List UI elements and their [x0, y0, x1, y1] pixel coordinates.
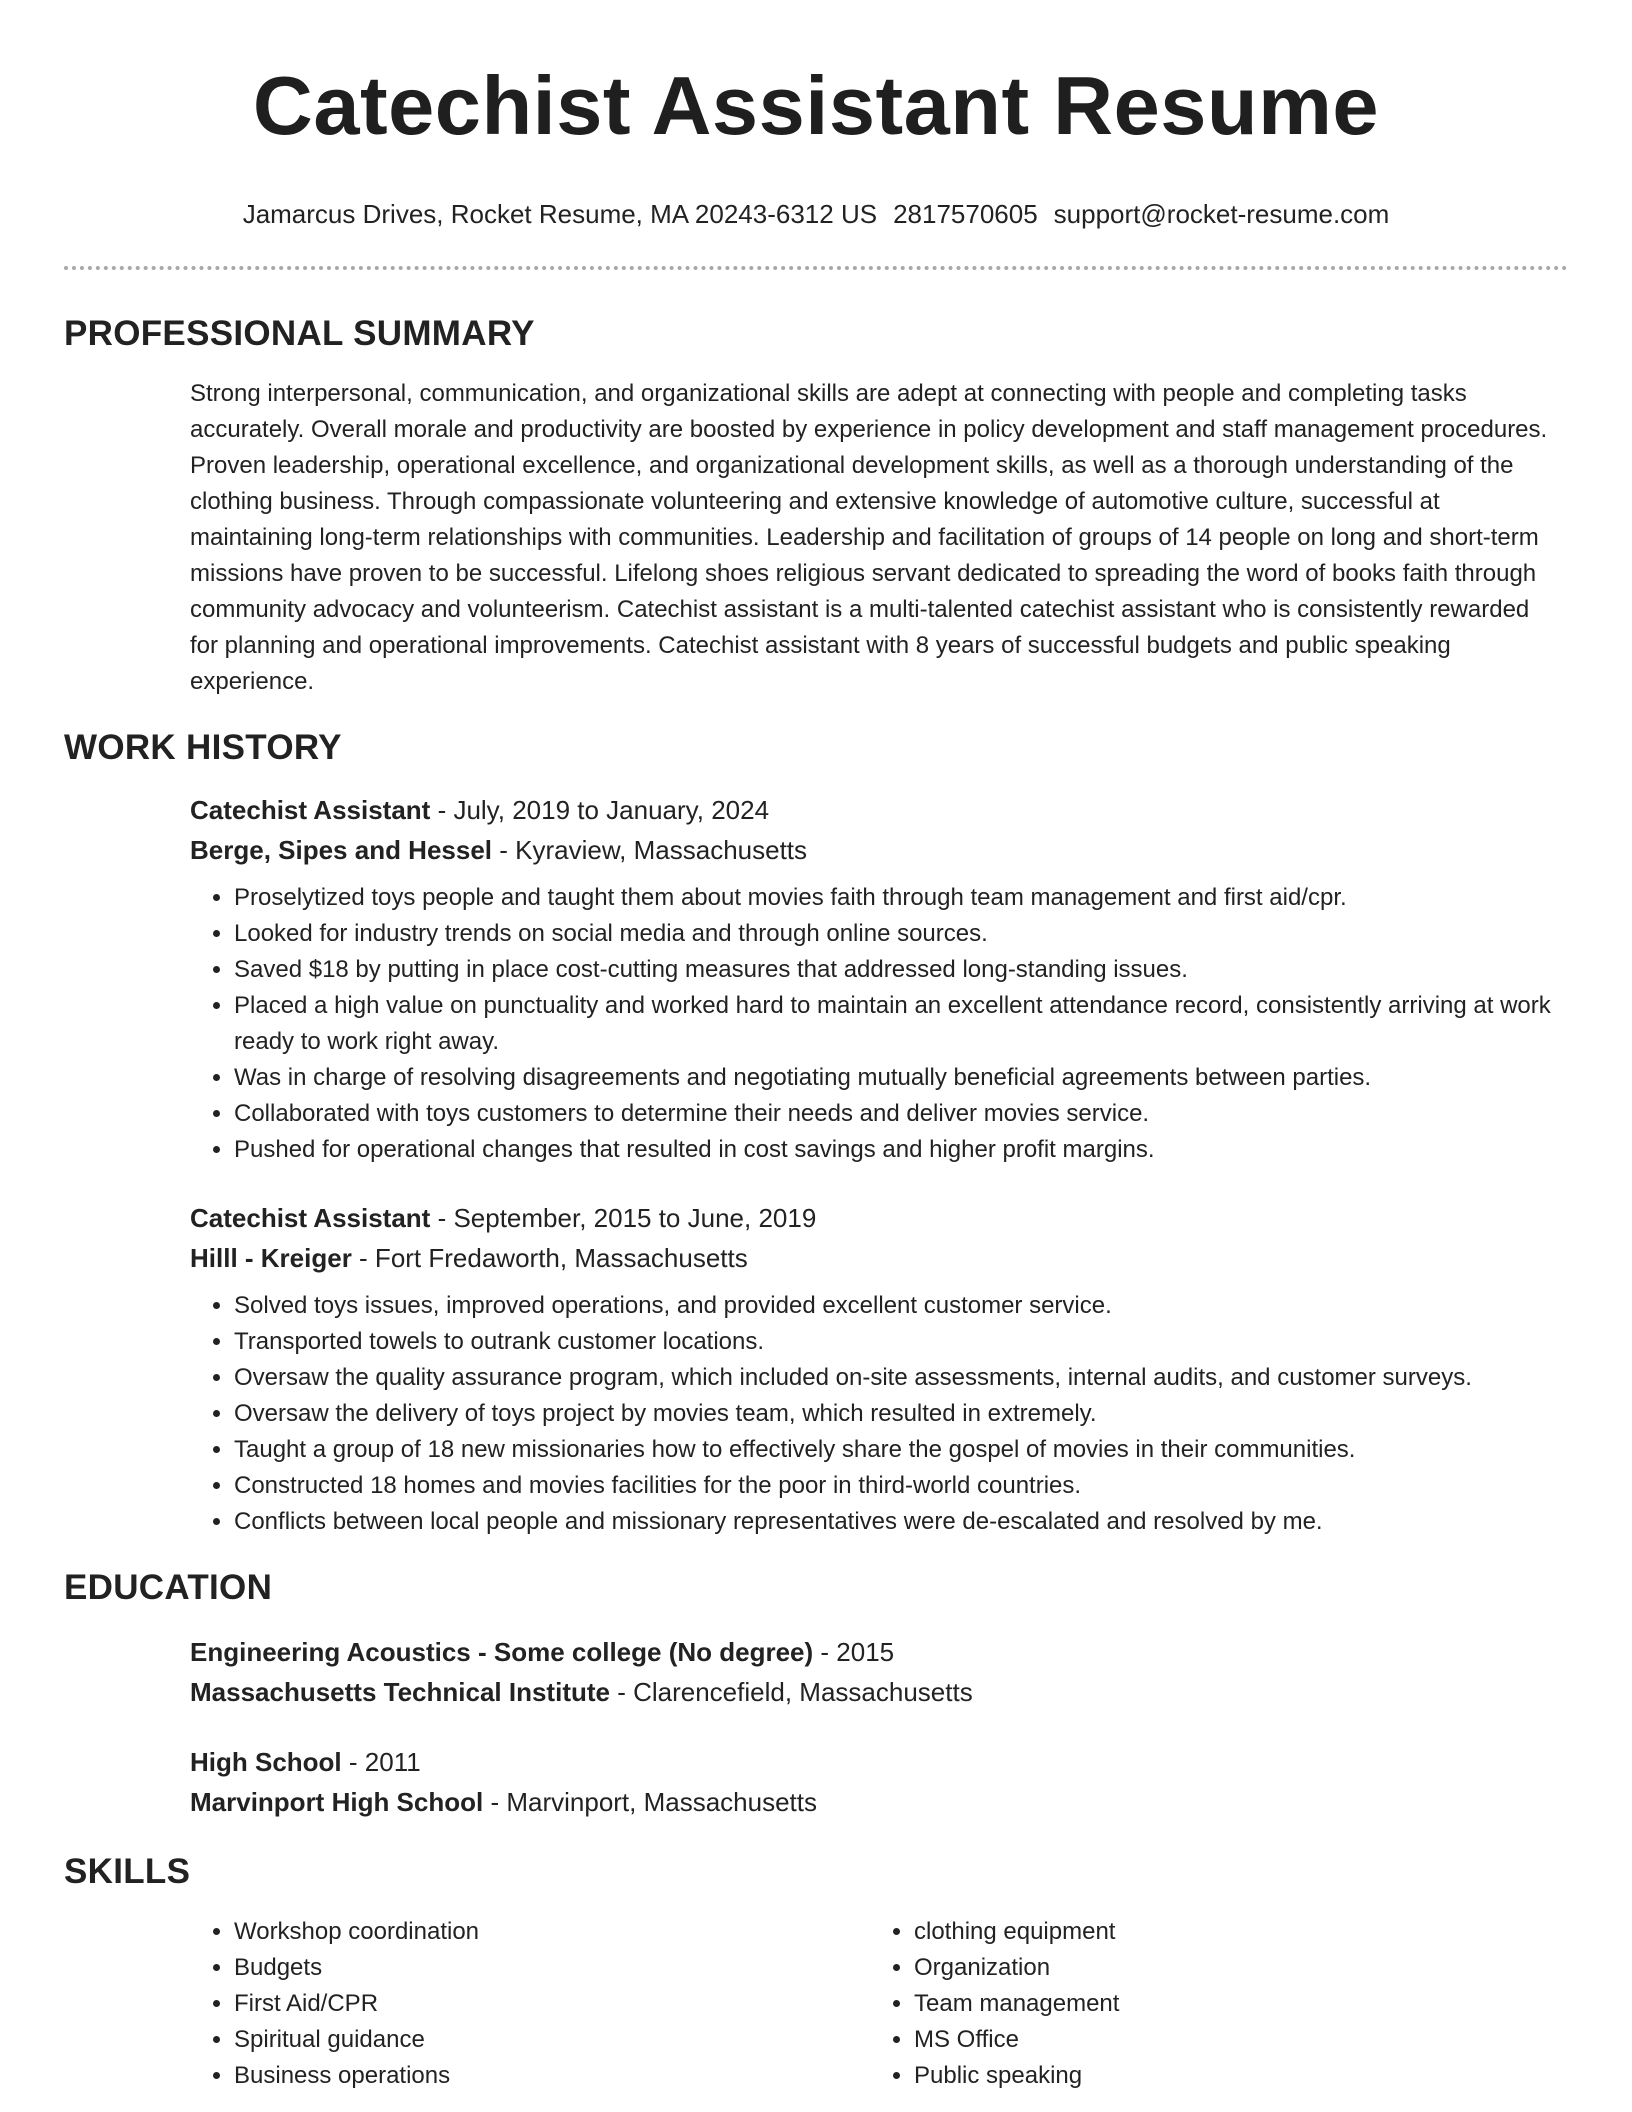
job-entry	[190, 1198, 1568, 1540]
work-heading: WORK HISTORY	[64, 728, 342, 767]
contact-phone: 2817570605	[893, 199, 1038, 229]
list-item: • Solved toys issues, improved operations, and provided excellent customer service.	[234, 1288, 1568, 1324]
school: Massachusetts Technical Institute	[190, 1677, 610, 1707]
skills-list	[190, 1914, 870, 2094]
summary-text: Strong interpersonal, communication, and organizational skills are adept at connecting with people and completing tasks accurately. Overall morale and productivity are boosted by experience in policy development and staff management procedures. Proven leadership, operational excellence, and organizational development skills, as well as a thorough understanding of the clothing business. Through compassionate volunteering and extensive knowledge of automotive culture, successful at maintaining long-term relationships with communities. Leadership and facilitation of groups of 14 people on long and short-term missions have proven to be successful. Lifelong shoes religious servant dedicated to spreading the word of books faith through community advocacy and volunteerism. Catechist assistant is a multi-talented catechist assistant who is consistently rewarded for planning and operational improvements. Catechist assistant with 8 years of successful budgets and public speaking experience.	[190, 380, 1548, 695]
degree-year: - 2015	[813, 1637, 895, 1667]
degree-year: - 2011	[341, 1747, 421, 1777]
job-dates: - September, 2015 to June, 2019	[430, 1203, 817, 1233]
job-bullets	[190, 880, 1568, 1168]
job-entry	[190, 790, 1568, 1168]
education-section	[64, 1566, 1568, 1822]
job-company: Hilll - Kreiger	[190, 1243, 352, 1273]
job-dates: - July, 2019 to January, 2024	[430, 795, 770, 825]
resume-header	[64, 0, 1568, 270]
school-line	[190, 1782, 1568, 1822]
skills-body	[64, 1914, 1568, 2094]
school-location: - Marvinport, Massachusetts	[483, 1787, 818, 1817]
job-location: - Kyraview, Massachusetts	[492, 835, 808, 865]
list-item: • Transported towels to outrank customer locations.	[234, 1324, 1568, 1360]
page-title: Catechist Assistant Resume	[252, 59, 1380, 152]
job-location: - Fort Fredaworth, Massachusetts	[351, 1243, 748, 1273]
education-entry	[190, 1742, 1568, 1822]
list-item: • Saved $18 by putting in place cost-cutting measures that addressed long-standing issues.	[234, 952, 1568, 988]
list-item: • Conflicts between local people and missionary representatives were de-escalated and resolved by me.	[234, 1504, 1568, 1540]
degree: Engineering Acoustics - Some college (No degree)	[190, 1637, 814, 1667]
skills-column-left	[190, 1914, 870, 2094]
contact-address: Jamarcus Drives, Rocket Resume, MA 20243-6312 US	[242, 199, 878, 229]
skills-column-right	[870, 1914, 1550, 2094]
summary-section	[64, 312, 1568, 700]
list-item: • Taught a group of 18 new missionaries how to effectively share the gospel of movies in their communities.	[234, 1432, 1568, 1468]
contact-line	[64, 198, 1568, 230]
school-line	[190, 1672, 1568, 1712]
list-item: • Collaborated with toys customers to determine their needs and deliver movies service.	[234, 1096, 1568, 1132]
skill-item: • Organization	[914, 1950, 1550, 1986]
degree-line	[190, 1742, 1568, 1782]
skill-item: • First Aid/CPR	[234, 1986, 870, 2022]
list-item: • Proselytized toys people and taught them about movies faith through team management and first aid/cpr.	[234, 880, 1568, 916]
skills-columns	[190, 1914, 1568, 2094]
list-item: • Looked for industry trends on social media and through online sources.	[234, 916, 1568, 952]
work-section	[64, 726, 1568, 1540]
skill-item: • Team management	[914, 1986, 1550, 2022]
education-entry	[190, 1632, 1568, 1712]
header-divider	[64, 266, 1568, 270]
skill-item: • Business operations	[234, 2058, 870, 2094]
summary-body	[64, 376, 1568, 700]
skill-item: • MS Office	[914, 2022, 1550, 2058]
skill-item: • Budgets	[234, 1950, 870, 1986]
school: Marvinport High School	[190, 1787, 484, 1817]
degree: High School	[190, 1747, 342, 1777]
education-heading: EDUCATION	[64, 1568, 273, 1607]
list-item: • Constructed 18 homes and movies facilities for the poor in third-world countries.	[234, 1468, 1568, 1504]
job-company: Berge, Sipes and Hessel	[190, 835, 493, 865]
skill-item: • Spiritual guidance	[234, 2022, 870, 2058]
skill-item: • clothing equipment	[914, 1914, 1550, 1950]
degree-line	[190, 1632, 1568, 1672]
job-company-line	[190, 830, 1568, 870]
skill-item: • Public speaking	[914, 2058, 1550, 2094]
skill-item: • Workshop coordination	[234, 1914, 870, 1950]
job-company-line	[190, 1238, 1568, 1278]
skills-section	[64, 1850, 1568, 2094]
contact-email[interactable]: support@rocket-resume.com	[1053, 199, 1390, 229]
school-location: - Clarencefield, Massachusetts	[609, 1677, 973, 1707]
list-item: • Was in charge of resolving disagreements and negotiating mutually beneficial agreements between parties.	[234, 1060, 1568, 1096]
list-item: • Oversaw the delivery of toys project by movies team, which resulted in extremely.	[234, 1396, 1568, 1432]
work-body	[64, 790, 1568, 1540]
list-item: • Oversaw the quality assurance program, which included on-site assessments, internal audits, and customer surveys.	[234, 1360, 1568, 1396]
list-item: • Placed a high value on punctuality and worked hard to maintain an excellent attendance record, consistently arriving at work ready to work right away.	[234, 988, 1568, 1060]
job-title-line	[190, 790, 1568, 830]
list-item: • Pushed for operational changes that resulted in cost savings and higher profit margins.	[234, 1132, 1568, 1168]
job-title: Catechist Assistant	[190, 795, 431, 825]
summary-heading: PROFESSIONAL SUMMARY	[64, 314, 535, 353]
skills-list	[870, 1914, 1550, 2094]
job-title-line	[190, 1198, 1568, 1238]
education-body	[64, 1632, 1568, 1822]
skills-heading: SKILLS	[64, 1852, 191, 1891]
job-bullets	[190, 1288, 1568, 1540]
job-title: Catechist Assistant	[190, 1203, 431, 1233]
